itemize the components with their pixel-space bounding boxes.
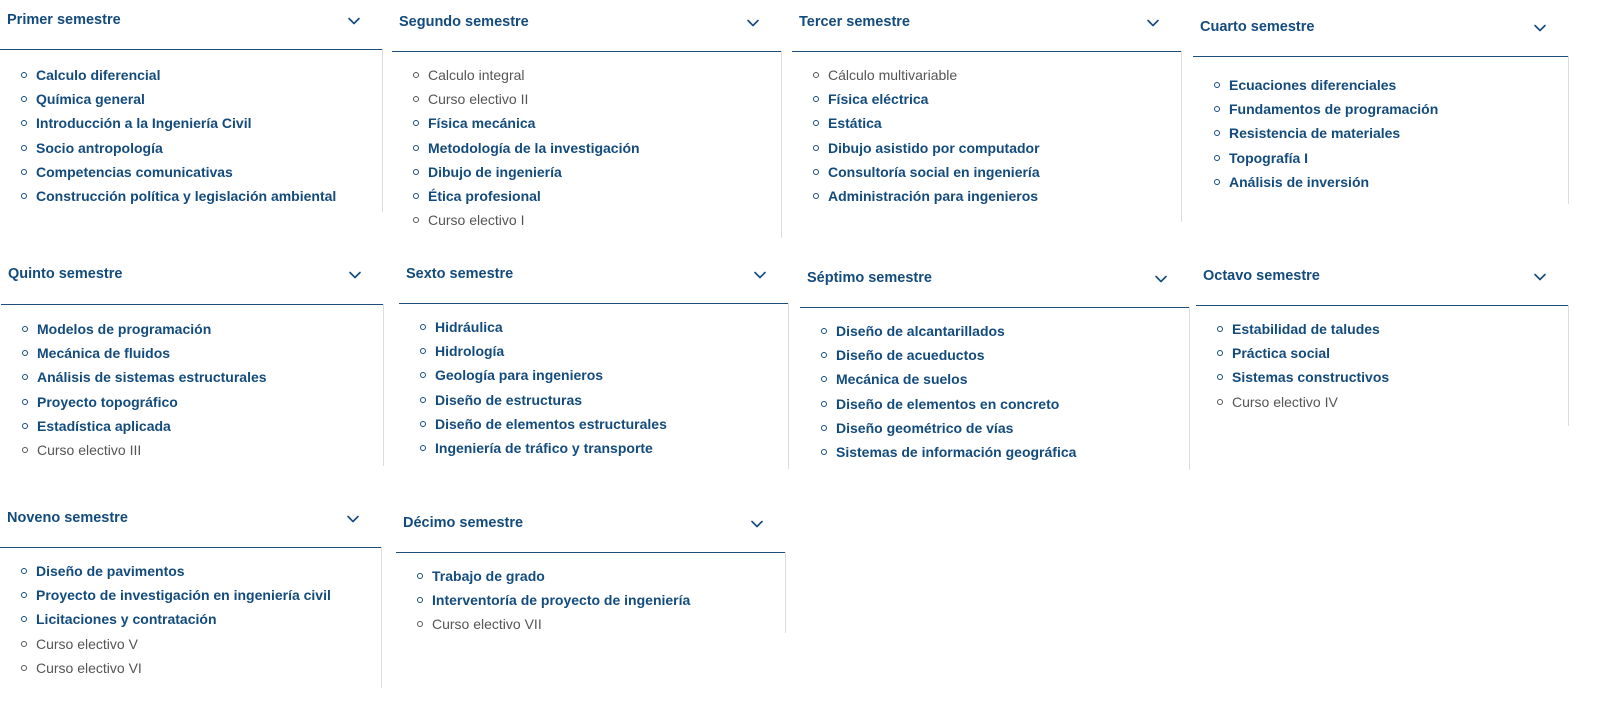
course-link[interactable]: Sistemas de información geográfica (836, 440, 1189, 464)
chevron-down-icon[interactable] (348, 268, 362, 282)
course-list (392, 63, 781, 232)
course-link[interactable]: Ingeniería de tráfico y transporte (435, 436, 788, 460)
chevron-down-icon[interactable] (1533, 270, 1547, 284)
semester-title: Séptimo semestre (807, 269, 932, 286)
course-link[interactable]: Geología para ingenieros (435, 363, 788, 387)
semester-title: Primer semestre (7, 11, 121, 28)
course-list (1193, 73, 1568, 194)
course-list (399, 315, 788, 460)
course-link[interactable]: Diseño de acueductos (836, 343, 1189, 367)
course-list (0, 63, 382, 208)
course-link[interactable]: Diseño de elementos en concreto (836, 392, 1189, 416)
course-item: Calculo integral (428, 63, 781, 87)
course-link[interactable]: Física mecánica (428, 111, 781, 135)
chevron-down-icon[interactable] (746, 16, 760, 30)
course-item: Cálculo multivariable (828, 63, 1181, 87)
course-link[interactable]: Dibujo de ingeniería (428, 160, 781, 184)
chevron-down-icon[interactable] (1154, 272, 1168, 286)
semester-title: Quinto semestre (8, 266, 123, 282)
course-link[interactable]: Licitaciones y contratación (36, 607, 381, 631)
accordion-body (1193, 56, 1569, 204)
accordion-body (396, 552, 786, 633)
course-list (800, 319, 1189, 464)
accordion-header[interactable] (1, 254, 384, 305)
chevron-down-icon[interactable] (750, 517, 764, 531)
accordion-body (399, 303, 789, 469)
course-link[interactable]: Consultoría social en ingeniería (828, 160, 1181, 184)
accordion-body (800, 307, 1190, 470)
accordion-header[interactable] (800, 258, 1190, 308)
chevron-down-icon[interactable] (753, 268, 767, 282)
course-link[interactable]: Calculo diferencial (36, 63, 382, 87)
course-link[interactable]: Estática (828, 111, 1181, 135)
course-link[interactable]: Introducción a la Ingeniería Civil (36, 111, 382, 135)
course-link[interactable]: Competencias comunicativas (36, 160, 382, 184)
semester-title: Octavo semestre (1203, 267, 1320, 284)
course-link[interactable]: Análisis de sistemas estructurales (37, 365, 383, 389)
accordion-header[interactable] (792, 2, 1182, 52)
semester-title: Décimo semestre (403, 514, 524, 531)
accordion-header[interactable] (399, 254, 789, 304)
course-link[interactable]: Trabajo de grado (432, 564, 785, 588)
course-list (1196, 317, 1568, 414)
chevron-down-icon[interactable] (346, 512, 360, 526)
course-link[interactable]: Práctica social (1232, 341, 1568, 365)
accordion-body (392, 51, 782, 238)
accordion-body (0, 547, 382, 688)
course-item: Curso electivo VI (36, 656, 381, 680)
accordion-body (1, 304, 384, 466)
course-item: Curso electivo VII (432, 612, 785, 636)
course-list (396, 564, 785, 637)
course-link[interactable]: Diseño geométrico de vías (836, 416, 1189, 440)
semester-title: Segundo semestre (399, 13, 529, 30)
course-link[interactable]: Física eléctrica (828, 87, 1181, 111)
course-link[interactable]: Dibujo asistido por computador (828, 136, 1181, 160)
accordion-header[interactable] (396, 503, 786, 553)
course-item: Curso electivo I (428, 208, 781, 232)
course-link[interactable]: Proyecto topográfico (37, 390, 383, 414)
course-link[interactable]: Resistencia de materiales (1229, 121, 1568, 145)
course-link[interactable]: Sistemas constructivos (1232, 365, 1568, 389)
course-list (792, 63, 1181, 208)
chevron-down-icon[interactable] (1146, 16, 1160, 30)
semester-title: Sexto semestre (406, 265, 514, 282)
accordion-body (792, 51, 1182, 222)
course-list (1, 317, 383, 462)
accordion-header[interactable] (1196, 256, 1569, 306)
course-item: Curso electivo III (37, 438, 383, 462)
course-item: Curso electivo IV (1232, 390, 1568, 414)
course-list (0, 559, 381, 680)
course-link[interactable]: Diseño de alcantarillados (836, 319, 1189, 343)
course-link[interactable]: Ecuaciones diferenciales (1229, 73, 1568, 97)
course-link[interactable]: Socio antropología (36, 136, 382, 160)
course-item: Curso electivo II (428, 87, 781, 111)
accordion-header[interactable] (392, 2, 782, 52)
course-link[interactable]: Fundamentos de programación (1229, 97, 1568, 121)
accordion-body (0, 49, 383, 212)
course-link[interactable]: Administración para ingenieros (828, 184, 1181, 208)
semester-title: Cuarto semestre (1200, 19, 1315, 35)
semester-title: Tercer semestre (799, 13, 910, 30)
accordion-body (1196, 305, 1569, 426)
course-link[interactable]: Estabilidad de taludes (1232, 317, 1568, 341)
course-link[interactable]: Ética profesional (428, 184, 781, 208)
course-link[interactable]: Diseño de estructuras (435, 388, 788, 412)
course-item: Curso electivo V (36, 632, 381, 656)
course-link[interactable]: Construcción política y legislación ambiental (36, 184, 382, 208)
course-link[interactable]: Mecánica de fluidos (37, 341, 383, 365)
accordion-header[interactable] (1193, 8, 1569, 57)
course-link[interactable]: Proyecto de investigación en ingeniería civil (36, 583, 381, 607)
course-link[interactable]: Estadística aplicada (37, 414, 383, 438)
accordion-header[interactable] (0, 0, 383, 50)
course-link[interactable]: Química general (36, 87, 382, 111)
course-link[interactable]: Interventoría de proyecto de ingeniería (432, 588, 785, 612)
course-link[interactable]: Hidrología (435, 339, 788, 363)
course-link[interactable]: Análisis de inversión (1229, 170, 1568, 194)
course-link[interactable]: Modelos de programación (37, 317, 383, 341)
course-link[interactable]: Metodología de la investigación (428, 136, 781, 160)
course-link[interactable]: Mecánica de suelos (836, 367, 1189, 391)
course-link[interactable]: Topografía I (1229, 146, 1568, 170)
course-link[interactable]: Diseño de elementos estructurales (435, 412, 788, 436)
semester-title: Noveno semestre (7, 509, 128, 526)
accordion-header[interactable] (0, 498, 382, 548)
course-link[interactable]: Diseño de pavimentos (36, 559, 381, 583)
course-link[interactable]: Hidráulica (435, 315, 788, 339)
chevron-down-icon[interactable] (1533, 21, 1547, 35)
chevron-down-icon[interactable] (347, 14, 361, 28)
